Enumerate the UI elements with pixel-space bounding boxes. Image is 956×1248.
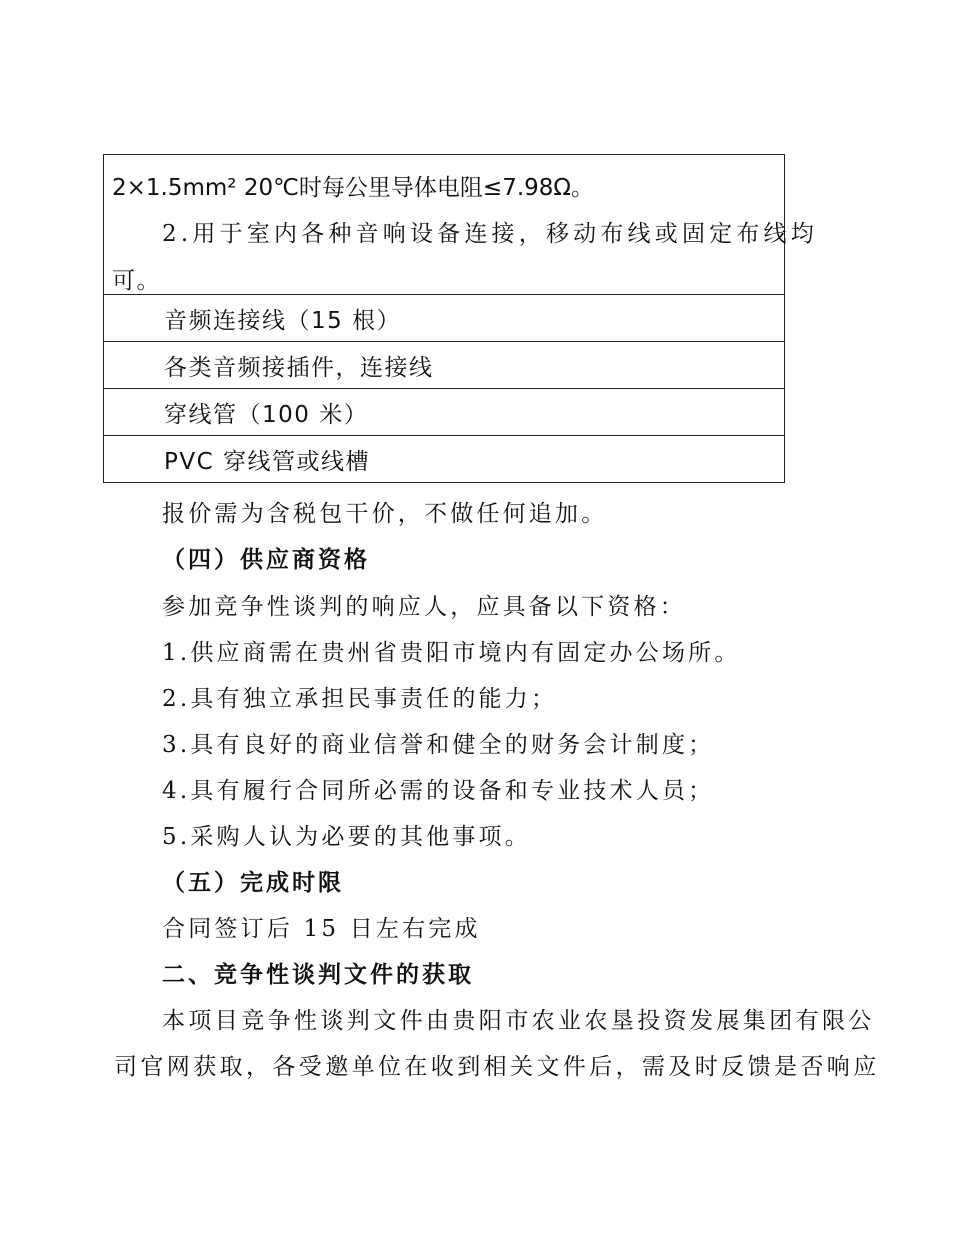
spec-line-2: 2.用于室内各种音响设备连接，移动布线或固定布线均: [162, 221, 818, 247]
part-2-heading: 二、竞争性谈判文件的获取: [162, 961, 474, 988]
table-row: [104, 388, 784, 435]
part-2-paragraph-line-2: 司官网获取，各受邀单位在收到相关文件后，需及时反馈是否响应: [114, 1054, 880, 1080]
table-row-spec: [104, 155, 818, 294]
spec-line-3: 可。: [112, 268, 161, 294]
qualification-item-1: 1.供应商需在贵州省贵阳市境内有固定办公场所。: [162, 640, 741, 666]
qualification-item-2: 2.具有独立承担民事责任的能力；: [162, 686, 558, 712]
table-cell: 音频连接线（15 根）: [164, 307, 402, 334]
spec-cell: [104, 155, 818, 294]
section-4-intro: 参加竞争性谈判的响应人，应具备以下资格：: [162, 594, 686, 620]
part-2-paragraph-line-1: 本项目竞争性谈判文件由贵阳市农业农垦投资发展集团有限公: [162, 1008, 875, 1034]
section-5-text: 合同签订后 15 日左右完成: [162, 916, 481, 942]
table-cell: 各类音频接插件，连接线: [164, 354, 434, 381]
table-cell: PVC 穿线管或线槽: [164, 448, 370, 475]
table-row: [104, 341, 784, 388]
table-row: [104, 294, 784, 341]
spec-line-1: 2×1.5mm² 20℃时每公里导体电阻≤7.98Ω。: [112, 175, 594, 201]
spec-table: [103, 154, 818, 483]
qualification-item-5: 5.采购人认为必要的其他事项。: [162, 824, 531, 850]
section-4-heading: （四）供应商资格: [162, 546, 370, 573]
qualification-item-4: 4.具有履行合同所必需的设备和专业技术人员；: [162, 778, 715, 804]
section-5-heading: （五）完成时限: [162, 869, 344, 896]
qualification-item-3: 3.具有良好的商业信誉和健全的财务会计制度；: [162, 732, 715, 758]
table-row: [104, 435, 784, 482]
price-note: 报价需为含税包干价，不做任何追加。: [162, 501, 608, 527]
table-cell: 穿线管（100 米）: [164, 401, 369, 428]
